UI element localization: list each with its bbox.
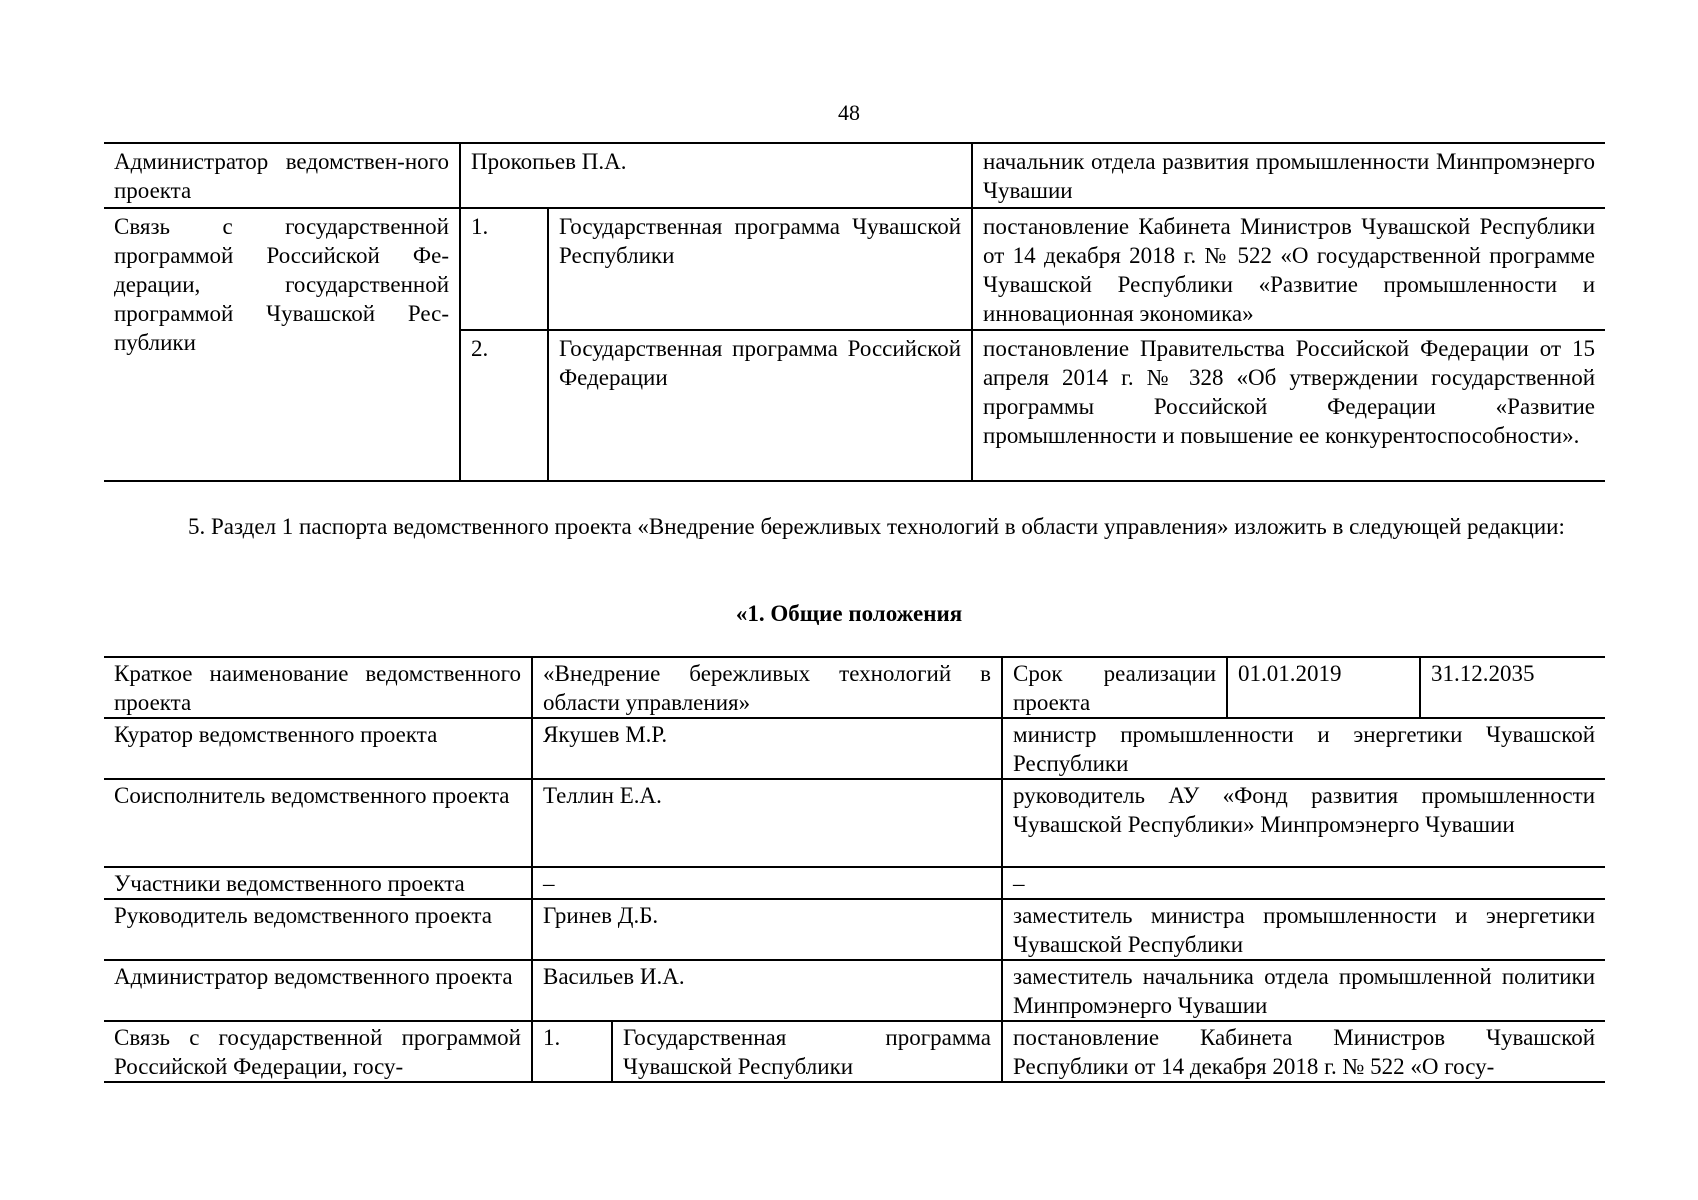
curator-label-cell: Куратор ведомственного проекта xyxy=(104,718,532,779)
project-admin-table xyxy=(104,142,1605,482)
head-position-cell: заместитель министра промышленности и энергетики Чувашской Республики xyxy=(1002,899,1605,960)
program-document-cell: постановление Правительства Российской Федерации от 15 апреля 2014 г. № 328 «Об утверждении государственной программы Российской Федерации «Развитие промышленности и повышение ее конкурентоспособности». xyxy=(972,330,1605,481)
admin-name-cell: Васильев И.А. xyxy=(532,960,1002,1021)
table-row xyxy=(104,1021,1605,1082)
table-row xyxy=(104,143,1605,208)
term-end-cell: 31.12.2035 xyxy=(1420,657,1605,718)
table-row xyxy=(104,208,1605,330)
page-number: 48 xyxy=(838,100,860,125)
section-heading: «1. Общие положения xyxy=(735,601,963,626)
coexecutor-name-cell: Теллин Е.А. xyxy=(532,779,1002,867)
head-name-cell: Гринев Д.Б. xyxy=(532,899,1002,960)
curator-name-cell: Якушев М.Р. xyxy=(532,718,1002,779)
term-label-cell: Срок реализации проекта xyxy=(1002,657,1227,718)
admin-position-cell: начальник отдела развития промышленности Минпромэнерго Чувашии xyxy=(972,143,1605,208)
program-number-cell: 2. xyxy=(460,330,548,481)
coexecutor-position-cell: руководитель АУ «Фонд развития промышленности Чувашской Республики» Минпромэнерго Чувашии xyxy=(1002,779,1605,867)
program-link-label-cell: Связь с государственной программой Российской Федерации, государственной программой Чувашской Республики xyxy=(104,208,460,481)
program-name-cell: Государственная программа Чувашской Республики xyxy=(612,1021,1002,1082)
amendment-paragraph: 5. Раздел 1 паспорта ведомственного проекта «Внедрение бережливых технологий в области управления» изложить в следующей редакции: xyxy=(188,514,1565,539)
head-label-cell: Руководитель ведомственного проекта xyxy=(104,899,532,960)
program-link-label-cell: Связь с государственной программой Российской Федерации, госу- xyxy=(104,1021,532,1082)
table-row xyxy=(104,960,1605,1021)
table-row xyxy=(104,867,1605,899)
program-number-cell: 1. xyxy=(460,208,548,330)
table-row xyxy=(104,657,1605,718)
general-provisions-table xyxy=(104,656,1605,1083)
table-row xyxy=(104,779,1605,867)
short-name-label-cell: Краткое наименование ведомственного проекта xyxy=(104,657,532,718)
admin-label-cell: Администратор ведомствен-ного проекта xyxy=(104,143,460,208)
table-row xyxy=(104,718,1605,779)
participants-position-cell: – xyxy=(1002,867,1605,899)
short-name-value-cell: «Внедрение бережливых технологий в области управления» xyxy=(532,657,1002,718)
program-name-cell: Государственная программа Чувашской Республики xyxy=(548,208,972,330)
participants-value-cell: – xyxy=(532,867,1002,899)
term-start-cell: 01.01.2019 xyxy=(1227,657,1420,718)
admin-name-cell: Прокопьев П.А. xyxy=(460,143,972,208)
coexecutor-label-cell: Соисполнитель ведомственного проекта xyxy=(104,779,532,867)
program-document-cell: постановление Кабинета Министров Чувашской Республики от 14 декабря 2018 г. № 522 «О госу- xyxy=(1002,1021,1605,1082)
admin-position-cell: заместитель начальника отдела промышленной политики Минпромэнерго Чувашии xyxy=(1002,960,1605,1021)
admin-label-cell: Администратор ведомственного проекта xyxy=(104,960,532,1021)
program-name-cell: Государственная программа Российской Федерации xyxy=(548,330,972,481)
participants-label-cell: Участники ведомственного проекта xyxy=(104,867,532,899)
program-number-cell: 1. xyxy=(532,1021,612,1082)
curator-position-cell: министр промышленности и энергетики Чувашской Республики xyxy=(1002,718,1605,779)
program-document-cell: постановление Кабинета Министров Чувашской Республики от 14 декабря 2018 г. № 522 «О государственной программе Чувашской Республики «Развитие промышленности и инновационная экономика» xyxy=(972,208,1605,330)
table-row xyxy=(104,899,1605,960)
